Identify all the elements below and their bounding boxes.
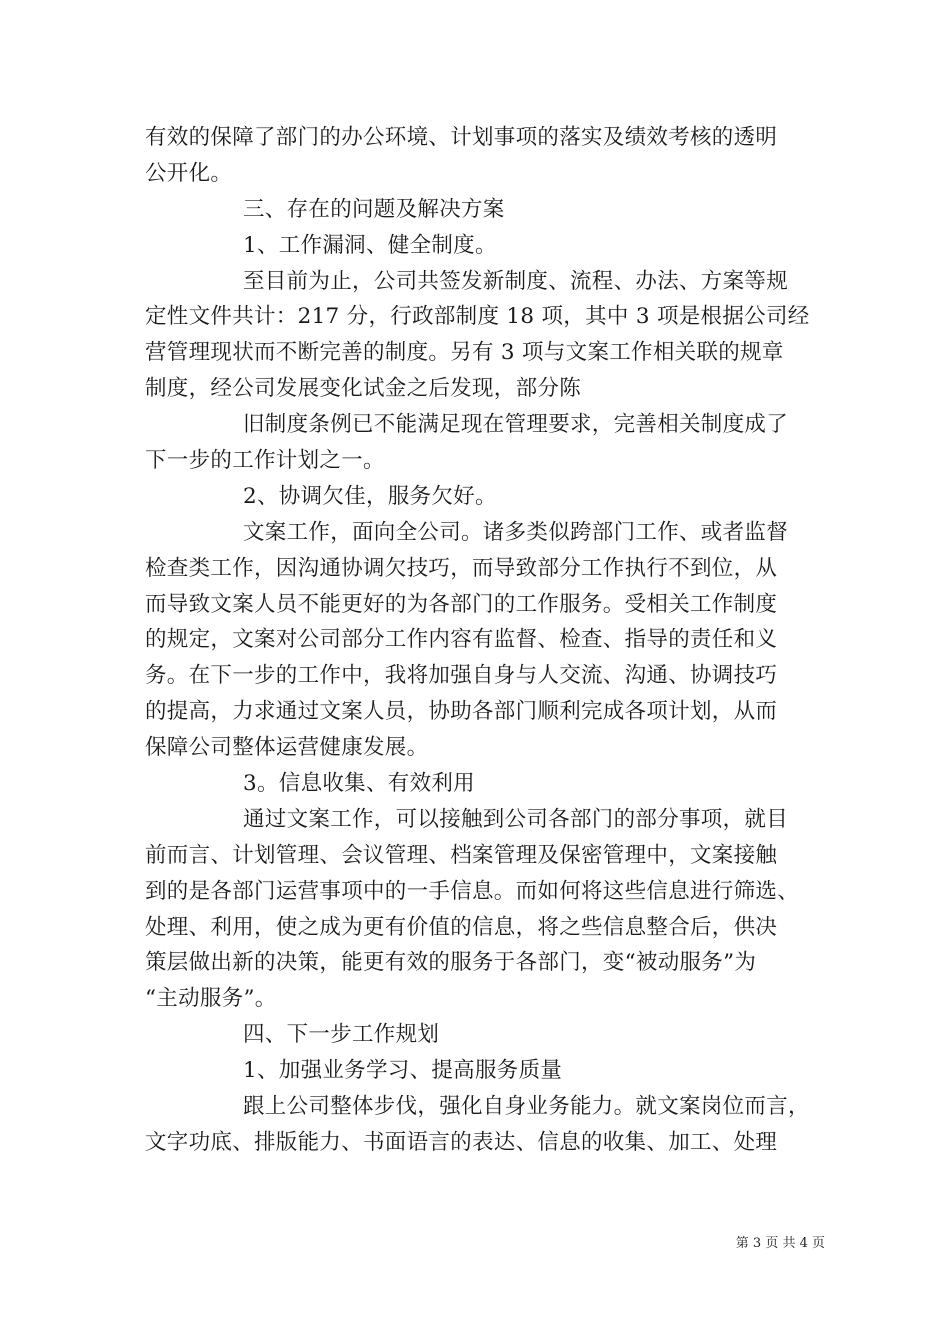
paragraph-line: “主动服务”。 [145,986,277,1012]
paragraph-line: 至目前为止，公司共签发新制度、流程、办法、方案等规 [243,268,789,294]
paragraph-line: 到的是各部门运营事项中的一手信息。而如何将这些信息进行筛选、 [145,878,800,904]
body-text [145,120,825,1161]
paragraph-line: 检查类工作，因沟通协调欠技巧，而导致部分工作执行不到位，从 [145,555,778,581]
section-heading: 三、存在的问题及解决方案 [243,196,505,222]
section-heading: 四、下一步工作规划 [243,1022,440,1048]
paragraph-line: 务。在下一步的工作中，我将加强自身与人交流、沟通、协调技巧 [145,663,778,689]
paragraph-line: 旧制度条例已不能满足现在管理要求，完善相关制度成了 [243,412,789,438]
paragraph-line: 制度，经公司发展变化试金之后发现，部分陈 [145,376,582,402]
page-number-footer: 第 3 页 共 4 页 [735,1236,825,1251]
paragraph-line: 定性文件共计：217 分，行政部制度 18 项，其中 3 项是根据公司经 [145,304,810,330]
paragraph-line: 通过文案工作，可以接触到公司各部门的部分事项，就目 [243,806,789,832]
paragraph-line: 而导致文案人员不能更好的为各部门的工作服务。受相关工作制度 [145,591,778,617]
paragraph-line: 处理、利用，使之成为更有价值的信息，将之些信息整合后，供决 [145,914,778,940]
paragraph-line: 策层做出新的决策，能更有效的服务于各部门，变“被动服务”为 [145,950,757,976]
paragraph-line: 的规定，文案对公司部分工作内容有监督、检查、指导的责任和义 [145,627,778,653]
paragraph-line: 文案工作，面向全公司。诸多类似跨部门工作、或者监督 [243,519,789,545]
paragraph-line: 的提高，力求通过文案人员，协助各部门顺利完成各项计划，从而 [145,699,778,725]
paragraph-line: 文字功底、排版能力、书面语言的表达、信息的收集、加工、处理 [145,1129,778,1155]
paragraph-line: 营管理现状而不断完善的制度。另有 3 项与文案工作相关联的规章 [145,340,784,366]
paragraph-line: 保障公司整体运营健康发展。 [145,735,429,761]
paragraph-line: 跟上公司整体步伐，强化自身业务能力。就文案岗位而言， [243,1094,810,1120]
subsection-heading: 1、工作漏洞、健全制度。 [243,232,497,258]
subsection-heading: 3。信息收集、有效利用 [243,771,475,797]
paragraph-line: 下一步的工作计划之一。 [145,448,385,474]
subsection-heading: 2、协调欠佳，服务欠好。 [243,483,497,509]
paragraph-line: 前而言、计划管理、会议管理、档案管理及保密管理中，文案接触 [145,842,778,868]
paragraph-line: 公开化。 [145,160,233,186]
subsection-heading: 1、加强业务学习、提高服务质量 [243,1058,563,1084]
paragraph-line: 有效的保障了部门的办公环境、计划事项的落实及绩效考核的透明 [145,125,778,150]
